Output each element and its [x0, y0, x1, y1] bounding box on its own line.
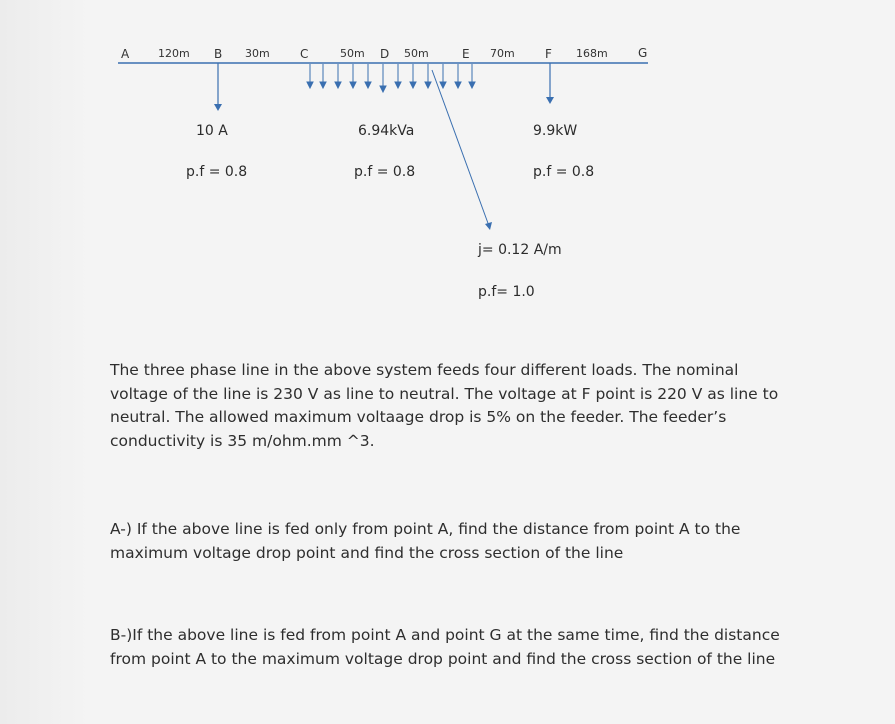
line-diagram	[0, 0, 895, 330]
segment-bc: 30m	[245, 47, 270, 60]
load-f-pf: p.f = 0.8	[533, 164, 595, 180]
point-label-e: E	[462, 47, 470, 61]
point-label-d: D	[380, 47, 390, 61]
point-label-b: B	[214, 47, 223, 61]
point-label-a: A	[121, 47, 130, 61]
load-b-value: 10 A	[196, 123, 228, 139]
problem-statement: The three phase line in the above system feeds four different loads. The nominal voltage of the line is 230 V as line to neutral. The voltage at F point is 220 V as line to neutral. The allowed maximum voltaage drop is 5% on the feeder. The feeder’s conductivity is 35 m/ohm.mm ^3.	[110, 361, 779, 450]
load-cd-pf: p.f = 0.8	[354, 164, 416, 180]
load-b-arrow	[214, 104, 222, 111]
segment-ef: 70m	[490, 47, 515, 60]
segment-ab: 120m	[158, 47, 190, 60]
load-f-value: 9.9kW	[533, 123, 578, 139]
load-b-pf: p.f = 0.8	[186, 164, 248, 180]
segment-fg: 168m	[576, 47, 608, 60]
point-label-c: C	[300, 47, 309, 61]
distributed-load-value: j= 0.12 A/m	[478, 242, 562, 258]
segment-de: 50m	[404, 47, 429, 60]
distributed-load-arrows	[307, 64, 475, 92]
point-label-f: F	[545, 47, 552, 61]
load-f-arrow	[546, 97, 554, 104]
load-cd-value: 6.94kVa	[358, 123, 415, 139]
question-a: A-) If the above line is fed only from point A, find the distance from point A to the maximum voltage drop point and find the cross section of the line	[110, 520, 741, 562]
segment-cd: 50m	[340, 47, 365, 60]
leader-line	[432, 70, 489, 226]
leader-arrow	[485, 222, 492, 230]
distributed-load-pf: p.f= 1.0	[478, 284, 535, 300]
question-b: B-)If the above line is fed from point A and point G at the same time, find the distance from point A to the maximum voltage drop point and find the cross section of the line	[110, 626, 780, 668]
point-label-g: G	[638, 46, 648, 60]
